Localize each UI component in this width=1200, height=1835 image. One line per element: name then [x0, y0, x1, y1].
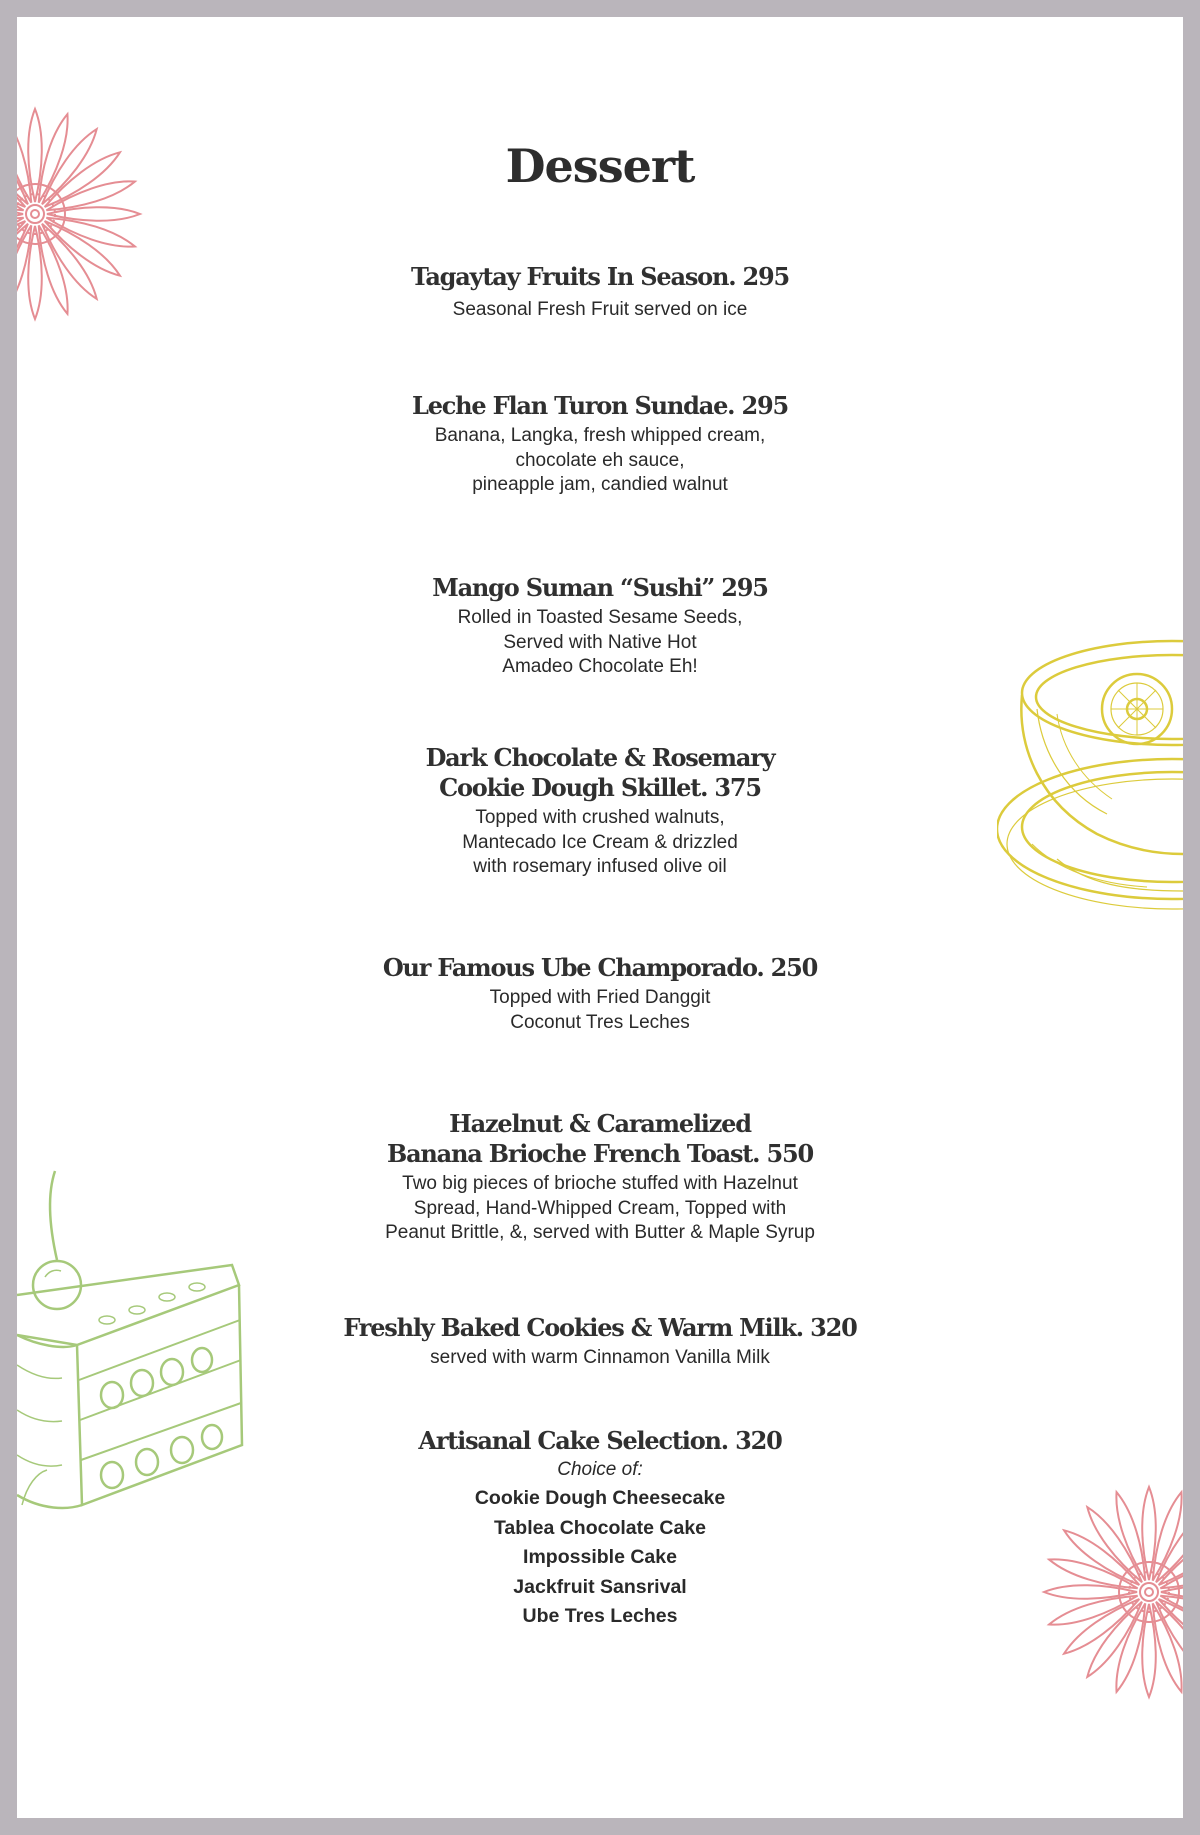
menu-item-description-line: Amadeo Chocolate Eh!	[502, 656, 698, 677]
menu-item-name-line: Freshly Baked Cookies & Warm Milk. 320	[343, 1313, 857, 1342]
menu-item-description-line: Banana, Langka, fresh whipped cream,	[434, 425, 766, 446]
menu-item-name	[300, 1426, 900, 1456]
teacup-icon	[997, 629, 1183, 939]
cake-choice: Tablea Chocolate Cake	[493, 1516, 707, 1539]
menu-item-description-line: served with warm Cinnamon Vanilla Milk	[430, 1347, 770, 1368]
cake-choice: Ube Tres Leches	[522, 1605, 678, 1627]
menu-item-name-line: Leche Flan Turon Sundae. 295	[412, 391, 788, 420]
cake-choice: Jackfruit Sansrival	[513, 1575, 687, 1598]
menu-item-description	[300, 298, 900, 323]
menu-item-description	[300, 1346, 900, 1371]
menu-item-description-line: chocolate eh sauce,	[515, 449, 685, 471]
menu-item-name-line: Banana Brioche French Toast. 550	[386, 1139, 813, 1168]
menu-item-description	[300, 1172, 900, 1246]
menu-item-name	[300, 391, 900, 421]
menu-item-name-line: Tagaytay Fruits In Season. 295	[410, 262, 790, 291]
menu-item-name	[300, 743, 900, 803]
menu-item-name	[300, 953, 900, 983]
menu-item-name-line: Artisanal Cake Selection. 320	[418, 1426, 782, 1455]
menu-item-description-line: Seasonal Fresh Fruit served on ice	[452, 299, 748, 320]
menu-item	[300, 1426, 900, 1632]
cake-choice: Impossible Cake	[523, 1546, 677, 1568]
menu-item-name-line: Hazelnut & Caramelized	[449, 1109, 751, 1138]
menu-item-description	[300, 986, 900, 1035]
menu-item-description-line: Rolled in Toasted Sesame Seeds,	[457, 607, 743, 628]
daisy-flower-icon	[17, 89, 179, 339]
daisy-flower-icon	[1017, 1462, 1183, 1722]
choice-label: Choice of:	[557, 1459, 643, 1480]
menu-item-description-line: Coconut Tres Leches	[510, 1011, 690, 1033]
menu-item-description-line: Peanut Brittle, &, served with Butter & Maple Syrup	[385, 1222, 815, 1243]
menu-item-name	[300, 573, 900, 603]
menu-item-description-line: pineapple jam, candied walnut	[472, 474, 728, 495]
menu-page	[17, 17, 1183, 1818]
cake-choice: Cookie Dough Cheesecake	[474, 1487, 726, 1509]
menu-item-name-line: Our Famous Ube Champorado. 250	[382, 953, 818, 982]
menu-item	[300, 1109, 900, 1246]
menu-item-description-line: with rosemary infused olive oil	[473, 856, 727, 877]
menu-item	[300, 953, 900, 1035]
menu-item-description	[300, 606, 900, 680]
menu-item	[300, 1313, 900, 1371]
menu-item	[300, 391, 900, 498]
menu-item-description-line: Topped with Fried Danggit	[489, 987, 711, 1008]
menu-item-name	[300, 262, 900, 292]
menu-item-name-line: Mango Suman “Sushi” 295	[432, 573, 768, 602]
menu-item-description-line: Served with Native Hot	[503, 631, 697, 653]
menu-item-name	[300, 1313, 900, 1343]
menu-item-description-line: Spread, Hand-Whipped Cream, Topped with	[413, 1197, 787, 1219]
menu-item	[300, 573, 900, 680]
menu-item-name	[300, 1109, 900, 1169]
menu-item	[300, 262, 900, 323]
cake-slice-icon	[17, 1165, 247, 1535]
menu-item-name-line: Cookie Dough Skillet. 375	[439, 773, 761, 802]
menu-item-description-line: Topped with crushed walnuts,	[475, 807, 725, 828]
menu-item-name-line: Dark Chocolate & Rosemary	[425, 743, 775, 772]
menu-item-description	[300, 806, 900, 880]
menu-item-description-line: Two big pieces of brioche stuffed with Hazelnut	[402, 1173, 798, 1194]
menu-item	[300, 743, 900, 880]
menu-item-description-line: Mantecado Ice Cream & drizzled	[462, 831, 738, 853]
menu-title: Dessert	[505, 139, 695, 193]
menu-item-description	[300, 424, 900, 498]
